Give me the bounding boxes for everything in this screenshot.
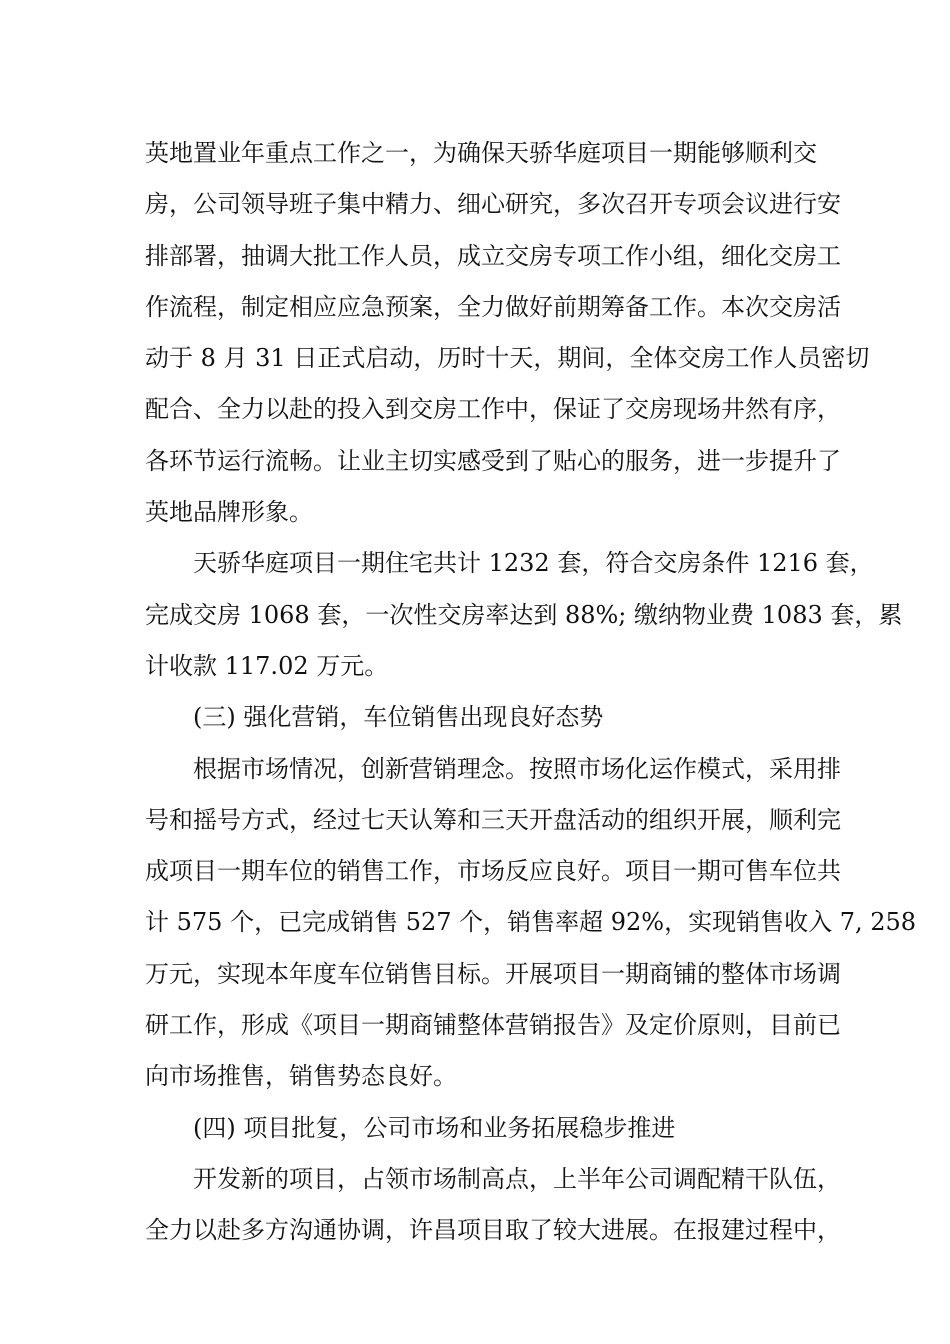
paragraph-line: 根据市场情况，创新营销理念。按照市场化运作模式，采用排 [193,754,841,783]
section-heading: (三) 强化营销，车位销售出现良好态势 [193,703,604,732]
paragraph-line: 天骄华庭项目一期住宅共计 1232 套，符合交房条件 1216 套， [193,549,874,578]
section-heading: (四) 项目批复，公司市场和业务拓展稳步推进 [193,1113,676,1142]
paragraph-line: 动于 8 月 31 日正式启动，历时十天，期间，全体交房工作人员密切 [145,344,870,373]
paragraph-line: 开发新的项目，占领市场制高点，上半年公司调配精干队伍， [193,1164,841,1193]
paragraph-line: 排部署，抽调大批工作人员，成立交房专项工作小组，细化交房工 [145,241,841,270]
paragraph-line: 号和摇号方式，经过七天认筹和三天开盘活动的组织开展，顺利完 [145,805,841,834]
paragraph-line: 向市场推售，销售势态良好。 [145,1062,457,1091]
paragraph-line: 计收款 117.02 万元。 [145,651,389,680]
paragraph-line: 计 575 个，已完成销售 527 个，销售率超 92%，实现销售收入 7, 258 [145,908,917,937]
paragraph-line: 作流程，制定相应应急预案，全力做好前期筹备工作。本次交房活 [145,292,841,321]
paragraph-line: 研工作，形成《项目一期商铺整体营销报告》及定价原则，目前已 [145,1011,841,1040]
paragraph-line: 配合、全力以赴的投入到交房工作中，保证了交房现场井然有序， [145,395,841,424]
paragraph-line: 房，公司领导班子集中精力、细心研究，多次召开专项会议进行安 [145,190,841,219]
paragraph-line: 英地置业年重点工作之一，为确保天骄华庭项目一期能够顺利交 [145,139,817,167]
paragraph-line: 各环节运行流畅。让业主切实感受到了贴心的服务，进一步提升了 [145,446,841,475]
document-body [145,128,917,1257]
paragraph-line: 成项目一期车位的销售工作，市场反应良好。项目一期可售车位共 [145,857,841,886]
paragraph-line: 英地品牌形象。 [145,498,313,527]
paragraph-line: 完成交房 1068 套，一次性交房率达到 88%; 缴纳物业费 1083 套，累 [145,600,903,629]
paragraph-line: 全力以赴多方沟通协调，许昌项目取了较大进展。在报建过程中， [145,1216,841,1245]
paragraph-line: 万元，实现本年度车位销售目标。开展项目一期商铺的整体市场调 [145,959,841,988]
